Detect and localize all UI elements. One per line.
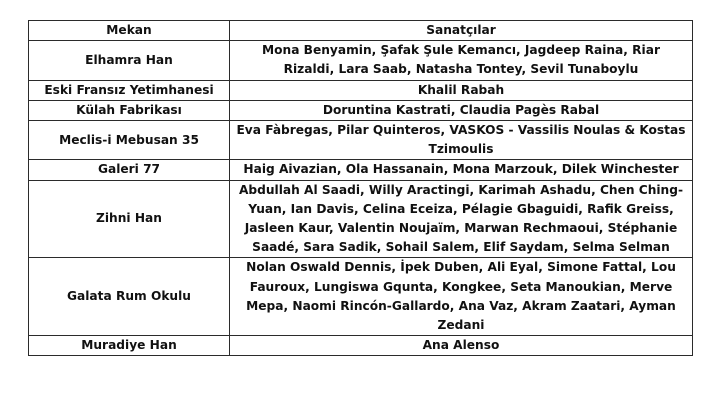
venue-cell: Zihni Han — [29, 180, 230, 258]
artists-cell: Nolan Oswald Dennis, İpek Duben, Ali Eyal, Simone Fattal, Lou Fauroux, Lungiswa Gqunta, Kongkee, Seta Manoukian, Merve Mepa, Naomi Rincón-Gallardo, Ana Vaz, Akram Zaatari, Ayman Zedani — [230, 258, 693, 336]
venue-column-header: Mekan — [29, 21, 230, 41]
table-row — [29, 180, 693, 258]
venue-cell: Külah Fabrikası — [29, 100, 230, 120]
artists-cell: Eva Fàbregas, Pilar Quinteros, VASKOS - Vassilis Noulas & Kostas Tzimoulis — [230, 121, 693, 160]
artists-column-header: Sanatçılar — [230, 21, 693, 41]
table-row — [29, 121, 693, 160]
table-row — [29, 100, 693, 120]
table-row — [29, 41, 693, 80]
artists-cell: Abdullah Al Saadi, Willy Aractingi, Karimah Ashadu, Chen Ching-Yuan, Ian Davis, Celina Eceiza, Pélagie Gbaguidi, Rafik Greiss, Jasleen Kaur, Valentin Noujaïm, Marwan Rechmaoui, Stéphanie Saadé, Sara Sadik, Sohail Salem, Elif Saydam, Selma Selman — [230, 180, 693, 258]
artists-cell: Mona Benyamin, Şafak Şule Kemancı, Jagdeep Raina, Riar Rizaldi, Lara Saab, Natasha Tontey, Sevil Tunaboylu — [230, 41, 693, 80]
venue-cell: Eski Fransız Yetimhanesi — [29, 80, 230, 100]
venue-cell: Elhamra Han — [29, 41, 230, 80]
artists-cell: Doruntina Kastrati, Claudia Pagès Rabal — [230, 100, 693, 120]
venue-cell: Galeri 77 — [29, 160, 230, 180]
table-row — [29, 336, 693, 356]
venue-artist-table — [28, 20, 693, 356]
table-row — [29, 258, 693, 336]
venue-cell: Muradiye Han — [29, 336, 230, 356]
venue-cell: Meclis-i Mebusan 35 — [29, 121, 230, 160]
table-row — [29, 80, 693, 100]
table-row — [29, 160, 693, 180]
artists-cell: Haig Aivazian, Ola Hassanain, Mona Marzouk, Dilek Winchester — [230, 160, 693, 180]
table-header-row — [29, 21, 693, 41]
artists-cell: Khalil Rabah — [230, 80, 693, 100]
artists-cell: Ana Alenso — [230, 336, 693, 356]
venue-cell: Galata Rum Okulu — [29, 258, 230, 336]
